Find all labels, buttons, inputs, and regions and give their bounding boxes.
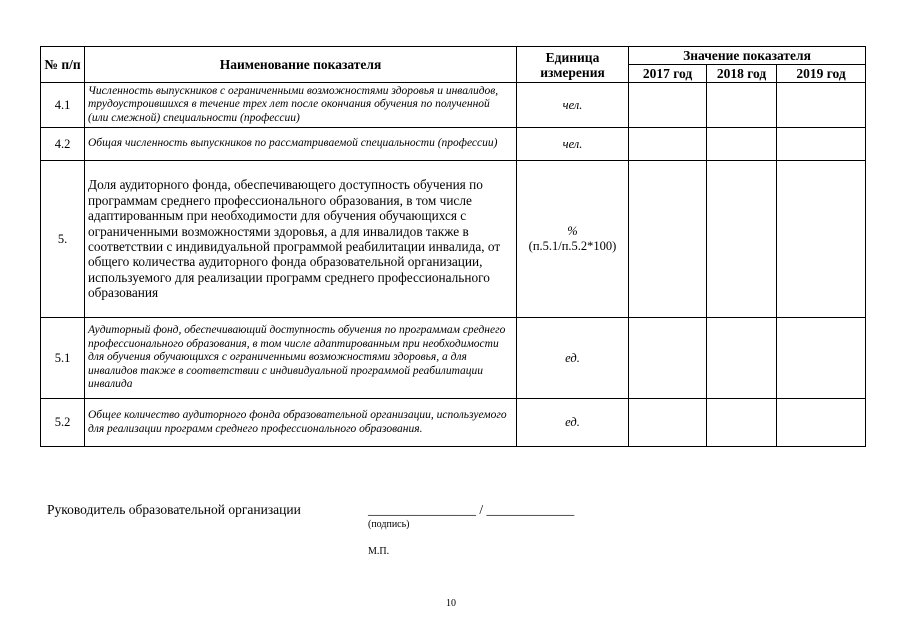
header-unit: Единица измерения bbox=[517, 47, 629, 83]
header-year-2019: 2019 год bbox=[777, 65, 866, 83]
table-row bbox=[41, 83, 866, 128]
page-number: 10 bbox=[446, 598, 456, 609]
row-name: Общая численность выпускников по рассматриваемой специальности (профессии) bbox=[85, 128, 517, 161]
row-num: 4.1 bbox=[41, 83, 85, 128]
row-unit: чел. bbox=[517, 128, 629, 161]
signature-line: ________________ / _____________ bbox=[368, 502, 575, 517]
row-unit: чел. bbox=[517, 83, 629, 128]
header-value: Значение показателя bbox=[629, 47, 866, 65]
signature-caption: (подпись) bbox=[368, 519, 410, 530]
header-year-2017: 2017 год bbox=[629, 65, 707, 83]
table-row bbox=[41, 128, 866, 161]
unit-formula: (п.5.1/п.5.2*100) bbox=[528, 239, 617, 253]
header-num: № п/п bbox=[41, 47, 85, 83]
row-num: 5.2 bbox=[41, 399, 85, 447]
value-2017-cell bbox=[629, 399, 707, 447]
value-2018-cell bbox=[707, 161, 777, 318]
row-name: Численность выпускников с ограниченными возможностями здоровья и инвалидов, трудоустроившихся в течение трех лет после окончания обучения по полученной (или смежной) специальности (профессии) bbox=[85, 83, 517, 128]
signature-label: Руководитель образовательной организации bbox=[47, 502, 301, 517]
row-unit bbox=[517, 161, 629, 318]
value-2018-cell bbox=[707, 83, 777, 128]
value-2018-cell bbox=[707, 399, 777, 447]
row-unit: ед. bbox=[517, 399, 629, 447]
value-2017-cell bbox=[629, 161, 707, 318]
table-row bbox=[41, 161, 866, 318]
value-2019-cell bbox=[777, 161, 866, 318]
table-row bbox=[41, 399, 866, 447]
row-num: 5.1 bbox=[41, 318, 85, 399]
row-num: 5. bbox=[41, 161, 85, 318]
row-name: Аудиторный фонд, обеспечивающий доступность обучения по программам среднего профессионального образования, в том числе адаптированным при необходимости для обучения обучающихся с ограниченными возможностями здоровья, а для инвалидов также в соответствии с индивидуальной программой реабилитации инвалида bbox=[85, 318, 517, 399]
header-year-2018: 2018 год bbox=[707, 65, 777, 83]
value-2017-cell bbox=[629, 318, 707, 399]
value-2017-cell bbox=[629, 128, 707, 161]
value-2019-cell bbox=[777, 399, 866, 447]
value-2019-cell bbox=[777, 83, 866, 128]
unit-percent: % bbox=[567, 224, 578, 238]
value-2018-cell bbox=[707, 128, 777, 161]
row-name: Общее количество аудиторного фонда образовательной организации, используемого для реализации программ среднего профессионального образования. bbox=[85, 399, 517, 447]
value-2018-cell bbox=[707, 318, 777, 399]
value-2019-cell bbox=[777, 318, 866, 399]
table-row bbox=[41, 318, 866, 399]
header-name: Наименование показателя bbox=[85, 47, 517, 83]
stamp-placeholder: М.П. bbox=[368, 546, 390, 557]
row-name: Доля аудиторного фонда, обеспечивающего доступность обучения по программам среднего профессионального образования, в том числе адаптированным при необходимости для обучения обучающихся с ограниченными возможностями здоровья, а для инвалидов также в соответствии с индивидуальной программой реабилитации инвалида, от общего количества аудиторного фонда образовательной организации, используемого для реализации программ среднего профессионального образования bbox=[85, 161, 517, 318]
row-unit: ед. bbox=[517, 318, 629, 399]
value-2019-cell bbox=[777, 128, 866, 161]
indicators-table bbox=[40, 46, 866, 447]
row-num: 4.2 bbox=[41, 128, 85, 161]
value-2017-cell bbox=[629, 83, 707, 128]
